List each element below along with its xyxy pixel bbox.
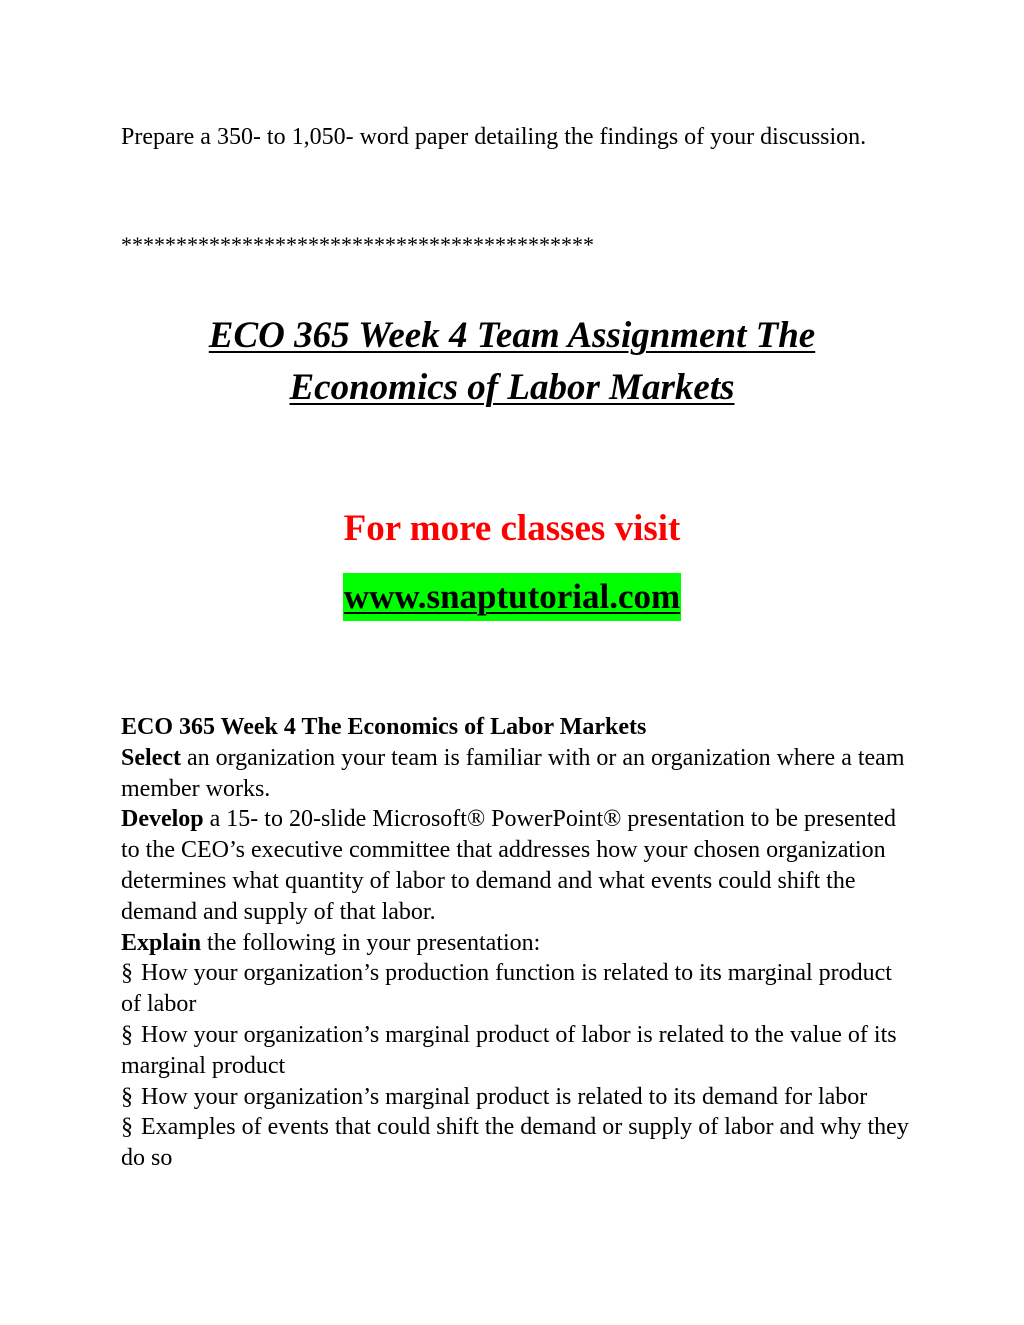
link-container — [120, 573, 904, 621]
develop-paragraph — [121, 804, 911, 927]
title-line-1: ECO 365 Week 4 Team Assignment The — [208, 315, 816, 356]
bullet-text-3: How your organization’s marginal product is related to its demand for labor — [141, 1083, 868, 1110]
select-text: an organization your team is familiar with or an organization where a team member works. — [121, 744, 905, 802]
develop-text: a 15- to 20-slide Microsoft® PowerPoint® presentation to be presented to the CEO’s executive committee that addresses how your chosen organization determines what quantity of labor to demand and what events could shift the demand and supply of that labor. — [121, 806, 896, 925]
select-label: Select — [121, 744, 181, 771]
assignment-heading: ECO 365 Week 4 The Economics of Labor Markets — [121, 714, 647, 740]
bullet-text-4: Examples of events that could shift the demand or supply of labor and why they do so — [121, 1114, 909, 1172]
list-item — [121, 1020, 911, 1082]
intro-paragraph: Prepare a 350- to 1,050- word paper detailing the findings of your discussion. — [121, 124, 867, 150]
explain-label: Explain — [121, 929, 202, 956]
explain-paragraph — [121, 928, 911, 959]
bullet-text-1: How your organization’s production function is related to its marginal product of labor — [121, 960, 892, 1018]
explain-text: the following in your presentation: — [201, 929, 541, 956]
list-item — [121, 958, 911, 1020]
bullet-text-2: How your organization’s marginal product of labor is related to the value of its marginal product — [121, 1021, 897, 1079]
promo-text: For more classes visit — [343, 508, 681, 549]
bullet-symbol: § — [121, 1021, 133, 1048]
bullet-symbol: § — [121, 960, 133, 987]
select-paragraph — [121, 743, 911, 805]
bullet-symbol: § — [121, 1083, 133, 1110]
separator-line: ******************************************* — [121, 232, 594, 257]
assignment-body — [121, 712, 911, 1174]
bullet-symbol: § — [121, 1114, 133, 1141]
website-link[interactable]: www.snaptutorial.com — [343, 573, 681, 621]
title-line-2: Economics of Labor Markets — [289, 367, 735, 408]
list-item — [121, 1112, 911, 1174]
list-item — [121, 1082, 911, 1113]
develop-label: Develop — [121, 806, 204, 833]
document-title — [120, 310, 904, 414]
